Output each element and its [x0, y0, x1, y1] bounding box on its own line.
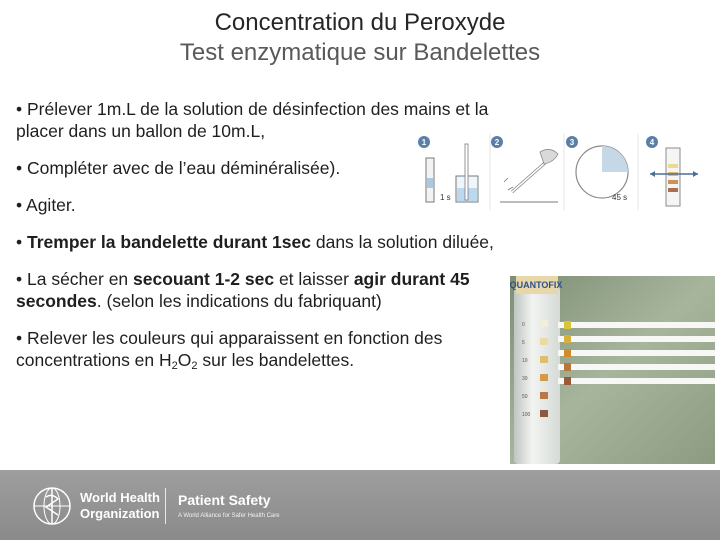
svg-text:5: 5: [522, 340, 525, 346]
subscript: 2: [171, 360, 178, 372]
bullet-text: . (selon les indications du fabriquant): [96, 291, 382, 311]
footer-divider: [165, 488, 166, 524]
brand-label: QUANTOFIX: [510, 280, 563, 290]
program-tagline: A World Alliance for Safer Health Care: [178, 513, 280, 519]
bullet-text: • La sécher en: [16, 269, 134, 289]
svg-text:0: 0: [522, 322, 525, 328]
strips-photo-drawing: [510, 276, 715, 464]
strip-icon: [465, 144, 468, 200]
test-strip: [558, 378, 715, 384]
bullet-text: • Agiter.: [16, 195, 76, 215]
bullet-item: [16, 268, 516, 312]
step-number: 2: [494, 138, 500, 147]
bullet-bold-text: Tremper la bandelette durant 1sec: [27, 232, 311, 252]
subscript: 2: [191, 360, 198, 372]
bullet-text: sur les bandelettes.: [197, 350, 355, 370]
svg-text:30: 30: [522, 376, 528, 382]
bullet-text: • Prélever 1m.L de la solution de désinfection des mains et la placer dans un ballon de 10m.L,: [16, 99, 489, 141]
strip-tube: [514, 286, 560, 464]
footer-bar: [0, 470, 720, 540]
who-line-1: World Health: [80, 490, 160, 505]
bullet-item: [16, 231, 516, 253]
who-logo-text: [80, 490, 160, 522]
bullet-item: [16, 327, 516, 377]
test-strip: [558, 336, 715, 342]
slide-title-block: [0, 8, 720, 68]
procedure-illustration: [416, 134, 710, 210]
bullet-text: O: [177, 350, 192, 370]
bullet-bold-text: secouant 1-2 sec: [133, 269, 275, 289]
tube-icon: [666, 148, 680, 206]
test-strip: [558, 322, 715, 328]
slide-title: Concentration du Peroxyde: [214, 9, 506, 36]
step-number: 1: [421, 138, 427, 147]
svg-text:10: 10: [522, 358, 528, 364]
who-emblem-icon: [30, 485, 74, 527]
test-strip: [558, 350, 715, 356]
bullet-text: dans la solution diluée,: [311, 232, 494, 252]
time-label: 1 s: [440, 193, 451, 202]
time-label: 45 s: [612, 193, 628, 202]
slide-subtitle: Test enzymatique sur Bandelettes: [179, 39, 541, 66]
test-strips-photo: [510, 276, 715, 464]
bullet-text: et laisser: [274, 269, 354, 289]
test-strip: [558, 364, 715, 370]
bullet-bold-text: agir durant 45 secondes: [16, 269, 470, 311]
program-title: Patient Safety: [178, 492, 271, 508]
svg-text:50: 50: [522, 394, 528, 400]
procedure-diagram: [416, 134, 710, 210]
step-number: 3: [569, 138, 575, 147]
step-number: 4: [649, 138, 655, 147]
bullet-text: • Compléter avec de l’eau déminéralisée).: [16, 158, 341, 178]
bullet-text: • Relever les couleurs qui apparaissent en fonction des concentrations en H: [16, 328, 443, 370]
bullet-text: •: [16, 232, 27, 252]
svg-text:100: 100: [522, 412, 531, 418]
who-line-2: Organization: [80, 506, 160, 521]
